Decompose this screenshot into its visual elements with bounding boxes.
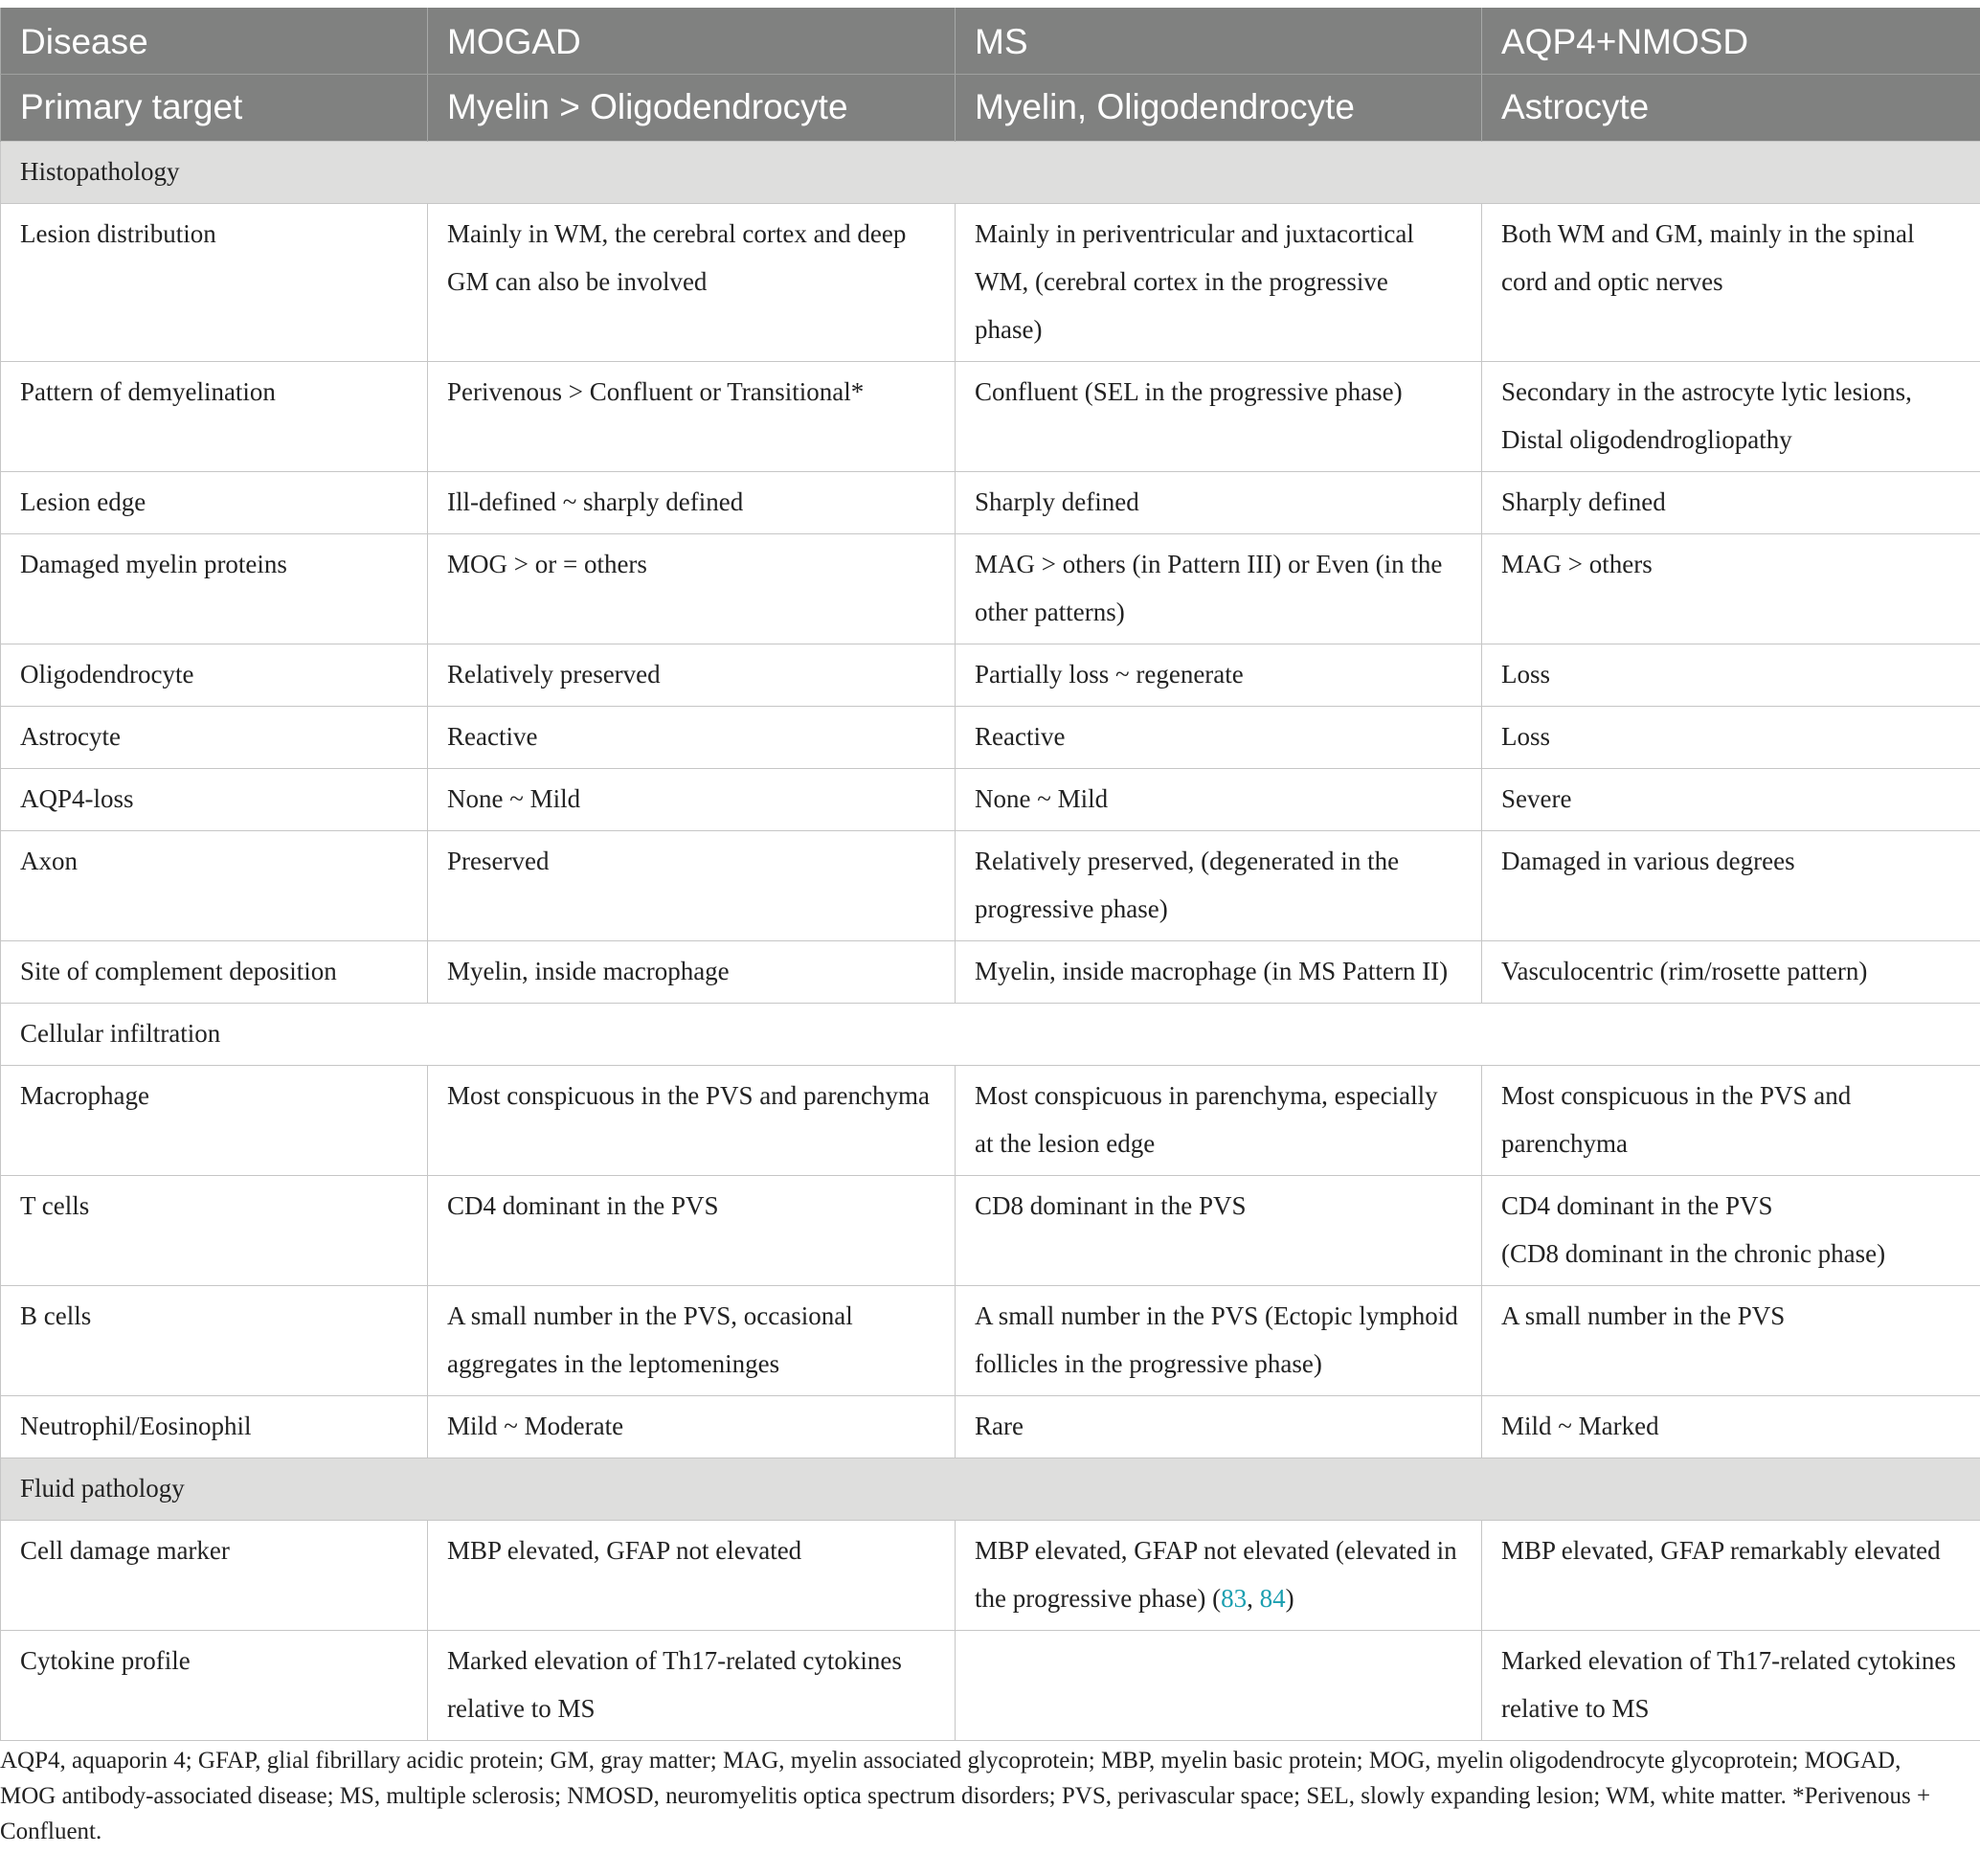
- table-cell: Sharply defined: [1482, 472, 1980, 534]
- row-label: Lesion distribution: [1, 204, 428, 362]
- table-cell: Relatively preserved: [428, 644, 956, 707]
- row-label: Neutrophil/Eosinophil: [1, 1396, 428, 1458]
- table-row: [1, 769, 1980, 831]
- table-cell: Mild ~ Marked: [1482, 1396, 1980, 1458]
- section-label: Histopathology: [1, 142, 1980, 204]
- table-cell: Damaged in various degrees: [1482, 831, 1980, 941]
- row-label: Astrocyte: [1, 707, 428, 769]
- table-row: [1, 707, 1980, 769]
- header-cell: MOGAD: [428, 8, 956, 75]
- table-cell: Mild ~ Moderate: [428, 1396, 956, 1458]
- comparison-table: [0, 8, 1980, 1741]
- table-cell: Vasculocentric (rim/rosette pattern): [1482, 941, 1980, 1004]
- table-cell: Most conspicuous in the PVS and parenchyma: [428, 1066, 956, 1176]
- table-cell: [956, 1521, 1482, 1631]
- cell-text: ): [1285, 1584, 1294, 1613]
- table-cell: Partially loss ~ regenerate: [956, 644, 1482, 707]
- table-cell: Myelin, inside macrophage: [428, 941, 956, 1004]
- header-cell: AQP4+NMOSD: [1482, 8, 1980, 75]
- table-cell: [1482, 1176, 1980, 1286]
- table-cell: None ~ Mild: [428, 769, 956, 831]
- table-cell: Reactive: [428, 707, 956, 769]
- table-cell: MOG > or = others: [428, 534, 956, 644]
- table-row: [1, 941, 1980, 1004]
- header-cell: Myelin, Oligodendrocyte: [956, 75, 1482, 142]
- table-row: [1, 204, 1980, 362]
- table-cell: Marked elevation of Th17-related cytokines relative to MS: [428, 1631, 956, 1741]
- table-cell: Confluent (SEL in the progressive phase): [956, 362, 1482, 472]
- table-body: [1, 142, 1980, 1741]
- cell-text: ,: [1247, 1584, 1260, 1613]
- row-label: Pattern of demyelination: [1, 362, 428, 472]
- table-header: [1, 8, 1980, 142]
- table-cell: Relatively preserved, (degenerated in the progressive phase): [956, 831, 1482, 941]
- table-cell: MBP elevated, GFAP not elevated: [428, 1521, 956, 1631]
- row-label: B cells: [1, 1286, 428, 1396]
- header-row-disease: [1, 8, 1980, 75]
- header-cell: Primary target: [1, 75, 428, 142]
- table-row: [1, 1396, 1980, 1458]
- cell-line: (CD8 dominant in the chronic phase): [1501, 1239, 1886, 1268]
- table-cell: Preserved: [428, 831, 956, 941]
- cell-line: CD4 dominant in the PVS: [1501, 1191, 1773, 1220]
- table-row: [1, 1286, 1980, 1396]
- table-row: [1, 534, 1980, 644]
- table-cell: Most conspicuous in the PVS and parenchyma: [1482, 1066, 1980, 1176]
- table-cell: Marked elevation of Th17-related cytokines relative to MS: [1482, 1631, 1980, 1741]
- table-row: [1, 1066, 1980, 1176]
- table-cell: Most conspicuous in parenchyma, especially at the lesion edge: [956, 1066, 1482, 1176]
- table-cell: Loss: [1482, 707, 1980, 769]
- table-row: [1, 1176, 1980, 1286]
- table-row: [1, 1631, 1980, 1741]
- row-label: AQP4-loss: [1, 769, 428, 831]
- table-row: [1, 831, 1980, 941]
- table-cell: MBP elevated, GFAP remarkably elevated: [1482, 1521, 1980, 1631]
- table-cell: CD8 dominant in the PVS: [956, 1176, 1482, 1286]
- row-label: Axon: [1, 831, 428, 941]
- table-cell: Mainly in periventricular and juxtacortical WM, (cerebral cortex in the progressive phase): [956, 204, 1482, 362]
- comparison-table-container: [0, 8, 1980, 1741]
- header-cell: Astrocyte: [1482, 75, 1980, 142]
- row-label: Site of complement deposition: [1, 941, 428, 1004]
- table-cell: None ~ Mild: [956, 769, 1482, 831]
- header-row-primary-target: [1, 75, 1980, 142]
- section-row-cellular-infiltration: [1, 1004, 1980, 1066]
- reference-link-84[interactable]: 84: [1259, 1584, 1286, 1613]
- table-cell: Loss: [1482, 644, 1980, 707]
- row-label: Cell damage marker: [1, 1521, 428, 1631]
- header-cell: Disease: [1, 8, 428, 75]
- table-footnote: AQP4, aquaporin 4; GFAP, glial fibrillary acidic protein; GM, gray matter; MAG, myelin associated glycoprotein; MBP, myelin basic protein; MOG, myelin oligodendrocyte glycoprotein; MOGAD, MOG antibody-associated disease; MS, multiple sclerosis; NMOSD, neuromyelitis optica spectrum disorders; PVS, perivascular space; SEL, slowly expanding lesion; WM, white matter. *Perivenous + Confluent.: [0, 1748, 1931, 1844]
- table-cell: Mainly in WM, the cerebral cortex and deep GM can also be involved: [428, 204, 956, 362]
- row-label: Cytokine profile: [1, 1631, 428, 1741]
- table-row: [1, 644, 1980, 707]
- table-cell: Perivenous > Confluent or Transitional*: [428, 362, 956, 472]
- row-label: Lesion edge: [1, 472, 428, 534]
- table-cell: Secondary in the astrocyte lytic lesions, Distal oligodendrogliopathy: [1482, 362, 1980, 472]
- section-label: Cellular infiltration: [1, 1004, 1980, 1066]
- header-cell: MS: [956, 8, 1482, 75]
- reference-link-83[interactable]: 83: [1221, 1584, 1248, 1613]
- table-cell: A small number in the PVS: [1482, 1286, 1980, 1396]
- row-label: Oligodendrocyte: [1, 644, 428, 707]
- cell-text: MBP elevated, GFAP not elevated (elevated in the progressive phase) (: [975, 1536, 1457, 1613]
- row-label: Damaged myelin proteins: [1, 534, 428, 644]
- section-row-histopathology: [1, 142, 1980, 204]
- table-cell: MAG > others (in Pattern III) or Even (in the other patterns): [956, 534, 1482, 644]
- table-cell: MAG > others: [1482, 534, 1980, 644]
- section-row-fluid-pathology: [1, 1458, 1980, 1521]
- row-label: Macrophage: [1, 1066, 428, 1176]
- table-cell: Ill-defined ~ sharply defined: [428, 472, 956, 534]
- table-cell: [956, 1631, 1482, 1741]
- table-cell: Myelin, inside macrophage (in MS Pattern II): [956, 941, 1482, 1004]
- table-cell: Sharply defined: [956, 472, 1482, 534]
- table-cell: Both WM and GM, mainly in the spinal cord and optic nerves: [1482, 204, 1980, 362]
- table-cell: Rare: [956, 1396, 1482, 1458]
- row-label: T cells: [1, 1176, 428, 1286]
- table-row: [1, 1521, 1980, 1631]
- table-cell: CD4 dominant in the PVS: [428, 1176, 956, 1286]
- table-row: [1, 362, 1980, 472]
- table-cell: A small number in the PVS (Ectopic lymphoid follicles in the progressive phase): [956, 1286, 1482, 1396]
- table-cell: A small number in the PVS, occasional aggregates in the leptomeninges: [428, 1286, 956, 1396]
- table-row: [1, 472, 1980, 534]
- table-cell: Severe: [1482, 769, 1980, 831]
- table-cell: Reactive: [956, 707, 1482, 769]
- header-cell: Myelin > Oligodendrocyte: [428, 75, 956, 142]
- section-label: Fluid pathology: [1, 1458, 1980, 1521]
